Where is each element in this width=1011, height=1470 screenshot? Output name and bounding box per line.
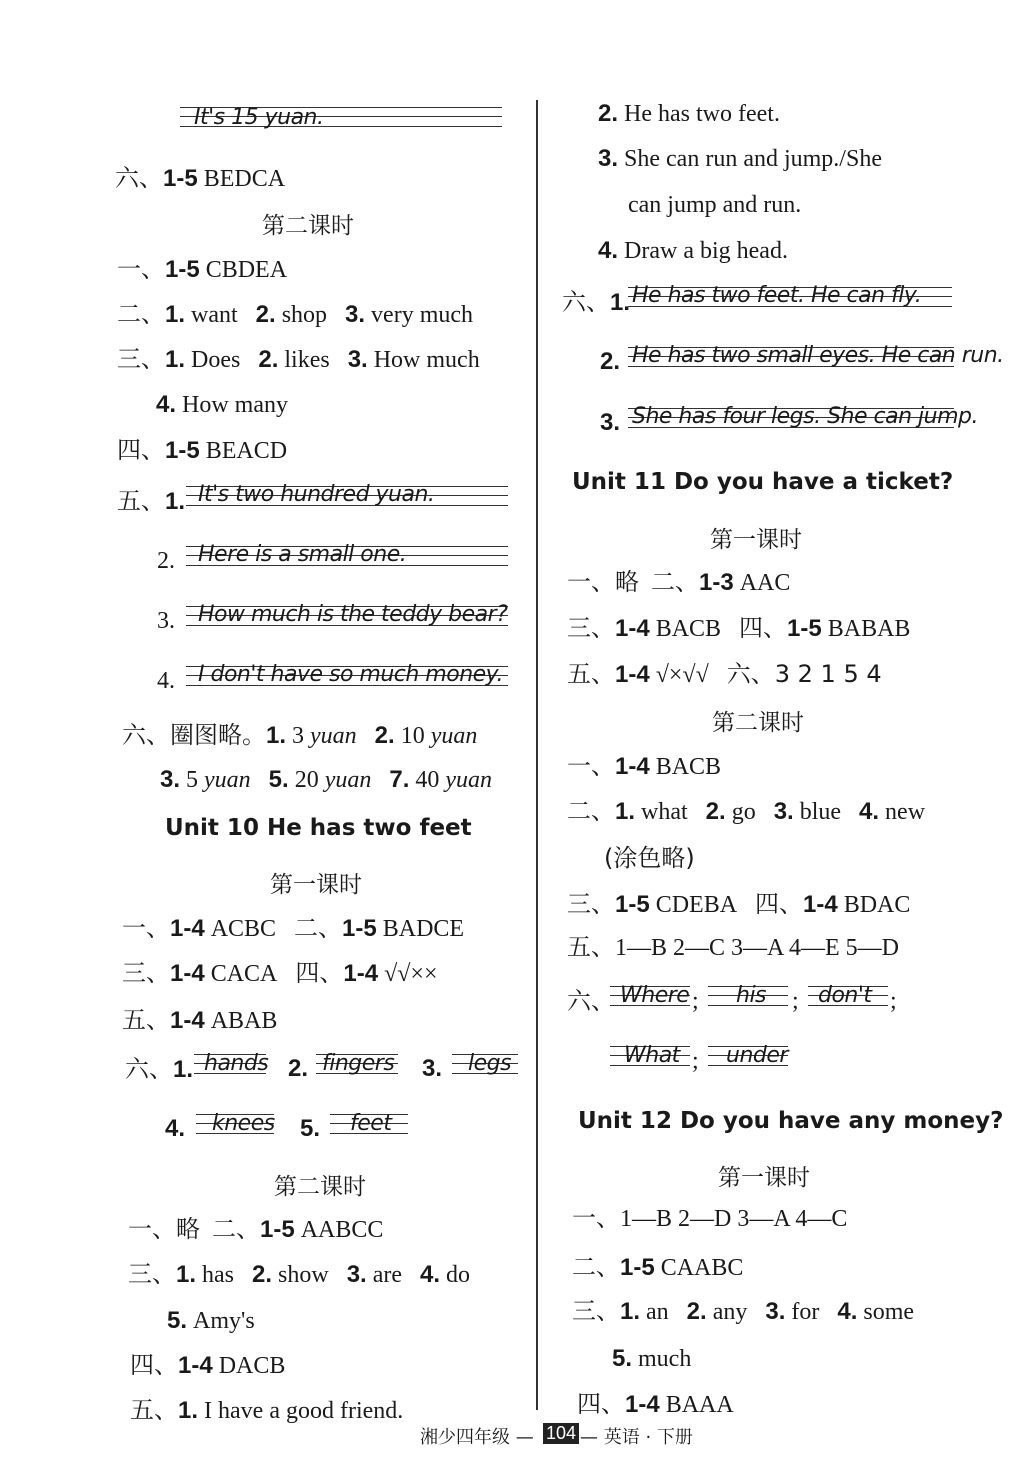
answer-line: 三、1-5 CDEBA 四、1-4 BDAC bbox=[567, 890, 911, 918]
answer-line: 五、1. bbox=[117, 487, 186, 515]
answer-number: 5. bbox=[300, 1115, 321, 1142]
section-heading: 第一课时 bbox=[718, 1165, 810, 1191]
answer-line: 三、1. an 2. any 3. for 4. some bbox=[572, 1297, 915, 1325]
unit-title: Unit 11 Do you have a ticket? bbox=[572, 469, 954, 495]
answer-line: 一、略 二、1-5 AABCC bbox=[128, 1215, 384, 1243]
answer-line: 4. How many bbox=[156, 391, 288, 418]
handwritten-answer: his bbox=[736, 983, 767, 1008]
unit-title: Unit 10 He has two feet bbox=[165, 815, 472, 841]
column-divider bbox=[536, 100, 538, 1410]
handwritten-answer: under bbox=[726, 1043, 788, 1068]
answer-number: 3. bbox=[422, 1055, 443, 1082]
answer-line: 五、1-4 ABAB bbox=[122, 1006, 278, 1034]
section-heading: 第二课时 bbox=[274, 1174, 366, 1200]
answer-label: 六、 bbox=[567, 987, 615, 1015]
answer-line: 一、1-4 BACB bbox=[567, 752, 722, 780]
separator: ; bbox=[692, 1048, 699, 1074]
handwritten-answer: Here is a small one. bbox=[198, 542, 407, 567]
answer-line: 5. Amy's bbox=[167, 1307, 255, 1334]
answer-line: 五、1—B 2—C 3—A 4—E 5—D bbox=[567, 935, 900, 961]
answer-line: 四、1-4 BAAA bbox=[577, 1390, 734, 1418]
answer-note: (涂色略) bbox=[604, 844, 695, 872]
handwritten-answer: It's two hundred yuan. bbox=[198, 482, 435, 507]
answer-line: 一、1—B 2—D 3—A 4—C bbox=[572, 1206, 848, 1232]
answer-line: 一、略 二、1-3 AAC bbox=[567, 568, 791, 596]
answer-line: 三、1. Does 2. likes 3. How much bbox=[117, 345, 480, 373]
footer-right: — 英语 · 下册 bbox=[580, 1427, 693, 1448]
answer-line: 二、1-5 CAABC bbox=[572, 1253, 744, 1281]
answer-number: 3. bbox=[600, 409, 621, 436]
section-heading: 第二课时 bbox=[262, 213, 354, 239]
answer-line: 三、1. has 2. show 3. are 4. do bbox=[128, 1260, 471, 1288]
handwritten-answer: knees bbox=[212, 1111, 275, 1136]
page-number: 104 bbox=[543, 1423, 579, 1444]
answer-number: 2. bbox=[288, 1055, 309, 1082]
separator: ; bbox=[890, 988, 897, 1014]
separator: ; bbox=[792, 988, 799, 1014]
separator: ; bbox=[692, 988, 699, 1014]
handwritten-answer: I don't have so much money. bbox=[198, 662, 503, 687]
handwritten-answer: How much is the teddy bear? bbox=[198, 602, 508, 627]
handwritten-answer: He has two small eyes. He can run. bbox=[632, 343, 1004, 368]
handwritten-answer: What bbox=[624, 1043, 680, 1068]
answer-number: 4. bbox=[165, 1115, 186, 1142]
handwritten-answer: don't bbox=[818, 983, 872, 1008]
handwritten-answer: Where bbox=[620, 983, 690, 1008]
answer-line: 二、1. want 2. shop 3. very much bbox=[117, 300, 474, 328]
answer-line: 二、1. what 2. go 3. blue 4. new bbox=[567, 797, 926, 825]
unit-title: Unit 12 Do you have any money? bbox=[578, 1108, 1004, 1134]
answer-line: 4. Draw a big head. bbox=[598, 237, 788, 264]
answer-number: 4. bbox=[157, 668, 175, 694]
answer-line: 六、圈图略。1. 3 yuan 2. 10 yuan bbox=[122, 721, 478, 749]
answer-line: 三、1-4 CACA 四、1-4 √√×× bbox=[122, 959, 438, 987]
answer-line: 五、1. I have a good friend. bbox=[130, 1396, 404, 1424]
handwritten-answer: hands bbox=[204, 1051, 269, 1076]
answer-number: 2. bbox=[157, 548, 175, 574]
handwritten-answer: legs bbox=[468, 1051, 512, 1076]
answer-line: 四、1-5 BEACD bbox=[117, 436, 288, 464]
section-heading: 第一课时 bbox=[710, 527, 802, 553]
answer-line: 六、1. bbox=[125, 1055, 194, 1083]
answer-number: 2. bbox=[600, 348, 621, 375]
footer-left: 湘少四年级 — bbox=[420, 1427, 534, 1448]
handwritten-answer: fingers bbox=[322, 1051, 395, 1076]
answer-line: 一、1-5 CBDEA bbox=[117, 255, 288, 283]
handwritten-answer: It's 15 yuan. bbox=[194, 105, 324, 130]
answer-line: 一、1-4 ACBC 二、1-5 BADCE bbox=[122, 914, 465, 942]
answer-line: can jump and run. bbox=[628, 192, 802, 218]
handwritten-answer: feet bbox=[350, 1111, 392, 1136]
answer-line: 六、1. bbox=[562, 288, 631, 316]
answer-line: 四、1-4 DACB bbox=[130, 1351, 286, 1379]
answer-line: 2. He has two feet. bbox=[598, 100, 780, 127]
section-heading: 第二课时 bbox=[712, 710, 804, 736]
answer-line: 三、1-4 BACB 四、1-5 BABAB bbox=[567, 614, 911, 642]
answer-line: 3. 5 yuan 5. 20 yuan 7. 40 yuan bbox=[160, 766, 493, 793]
section-heading: 第一课时 bbox=[270, 872, 362, 898]
answer-line: 六、1-5 BEDCA bbox=[115, 164, 286, 192]
answer-line: 五、1-4 √×√√ 六、3 2 1 5 4 bbox=[567, 660, 882, 688]
answer-line: 3. She can run and jump./She bbox=[598, 145, 882, 172]
answer-number: 3. bbox=[157, 608, 175, 634]
answer-line: 5. much bbox=[612, 1345, 692, 1372]
handwritten-answer: He has two feet. He can fly. bbox=[632, 283, 922, 308]
handwritten-answer: She has four legs. She can jump. bbox=[632, 404, 978, 429]
